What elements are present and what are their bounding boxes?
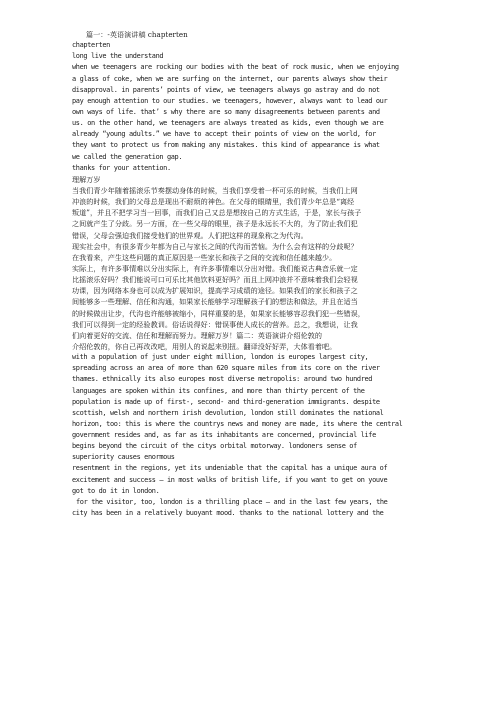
text-line: when we teenagers are rocking our bodies with the beat of rock music, when we enjoying	[72, 63, 399, 72]
text-line: own ways of life. that’ s why there are so many disagreements between parents and	[72, 107, 380, 116]
text-line: pay enough attention to our studies. we teenagers, however, always want to lead our	[72, 96, 388, 105]
text-line: 们向着更好的交流、信任和理解而努力。理解万岁！篇二：英语演讲介绍伦敦的	[72, 330, 323, 340]
text-line: 叛道”，并且不把学习当一回事，而我们自己又总是想按自己的方式生活，于是，家长与孩子	[72, 208, 362, 218]
text-line: 错误，父母会强迫我们接受他们的世界观。人们把这样的现象称之为代沟。	[72, 230, 308, 240]
text-line: with a population of just under eight million, london is europes largest city,	[72, 353, 369, 362]
text-line: thanks for your attention.	[72, 163, 171, 172]
text-line: population is made up of first-, second- and third-generation immigrants. despite	[72, 397, 380, 406]
document-lines	[72, 40, 425, 519]
text-line: scottish, welsh and northern irish devolution, london still dominates the national	[72, 408, 384, 417]
text-line: 实际上，有许多事情难以分出实际上，有许多事情难以分出对错。我们能说古典音乐就一定	[72, 263, 358, 273]
text-line: 功课，因为网络本身也可以成为扩展知识，提高学习成绩的途径。如果我们的家长和孩子之	[72, 286, 358, 296]
text-line: we called the generation gap.	[72, 152, 183, 161]
text-line: spreading across an area of more than 620 square miles from its core on the river	[72, 364, 380, 373]
text-line: begins beyond the circuit of the citys orbital motorway. londoners sense of	[72, 442, 357, 451]
text-line: disapproval. in parents’ points of view, we teenagers always go astray and do not	[72, 85, 380, 94]
text-line: languages are spoken within its confines, and more than thirty percent of the	[72, 386, 365, 395]
document-heading: 篇一：-英语演讲稿 chapterten	[86, 30, 188, 39]
text-line: they want to protect us from making any mistakes. this kind of appearance is what	[72, 141, 380, 150]
text-line: superiority causes enormous	[72, 453, 175, 462]
text-line: chapterten	[72, 41, 110, 50]
text-line: got to do it in london.	[72, 486, 160, 495]
text-line: 之间就产生了分歧。另一方面，在一些父母的眼里，孩子是永远长不大的，为了防止我们犯	[72, 219, 358, 229]
text-line: resentment in the regions, yet its undeniable that the capital has a unique aura of	[72, 464, 388, 473]
text-line: government resides and, as far as its inhabitants are concerned, provincial life	[72, 431, 376, 440]
text-line: 介绍伦敦的，你自己再改改吧，用别人的说起来别扭。翻译没好好弄，大体看着吧。	[72, 341, 337, 351]
text-line: 现实社会中，有很多青少年都为自己与家长之间的代沟而苦恼。为什么会有这样的分歧呢？	[72, 241, 358, 251]
text-line: 间能够多一些理解、信任和沟通，如果家长能够学习理解孩子们的想法和做法，并且在适当	[72, 297, 358, 307]
text-line: thames. ethnically its also europes most diverse metropolis: around two hundred	[72, 375, 373, 384]
text-line: excitement and success – in most walks of british life, if you want to get on youve	[72, 475, 388, 484]
text-line: long live the understand	[72, 52, 164, 61]
text-line: horizon, too: this is where the countrys news and money are made, its where the central	[72, 419, 403, 428]
text-line: 比摇滚乐好吗？我们能说可口可乐比其他饮料更好吗？而且上网冲浪并不意味着我们会轻视	[72, 275, 358, 285]
text-line: 的时候做出让步，代沟也许能够被缩小，同样重要的是，如果家长能够容忍我们犯一些错误，	[72, 308, 365, 318]
text-line: 理解万岁	[72, 174, 101, 184]
text-line: 当我们青少年随着摇滚乐节奏摆动身体的时候，当我们享受着一杯可乐的时候，当我们上网	[72, 185, 358, 195]
text-line: city has been in a relatively buoyant mood. thanks to the national lottery and the	[72, 509, 384, 518]
text-line: 在我看来，产生这些问题的真正原因是一些家长和孩子之间的交流和信任越来越少。	[72, 252, 337, 262]
text-line: us. on the other hand, we teenagers are always treated as kids, even though we are	[72, 119, 384, 128]
text-line: 冲浪的时候，我们的父母总是现出不耐烦的神色。在父母的眼睛里，我们青少年总是“离经	[72, 197, 355, 207]
text-line: already “young adults.” we have to accept their points of view on the world, for	[72, 130, 376, 139]
text-line: for the visitor, too, london is a thrilling place – and in the last few years, the	[76, 497, 388, 506]
text-line: 我们可以得到一定的经验教训。俗话说得好：错误事使人成长的营养。总之，我想说，让我	[72, 319, 358, 329]
text-line: a glass of coke, when we are surfing on the internet, our parents always show their	[72, 74, 388, 83]
document-body	[72, 29, 425, 519]
